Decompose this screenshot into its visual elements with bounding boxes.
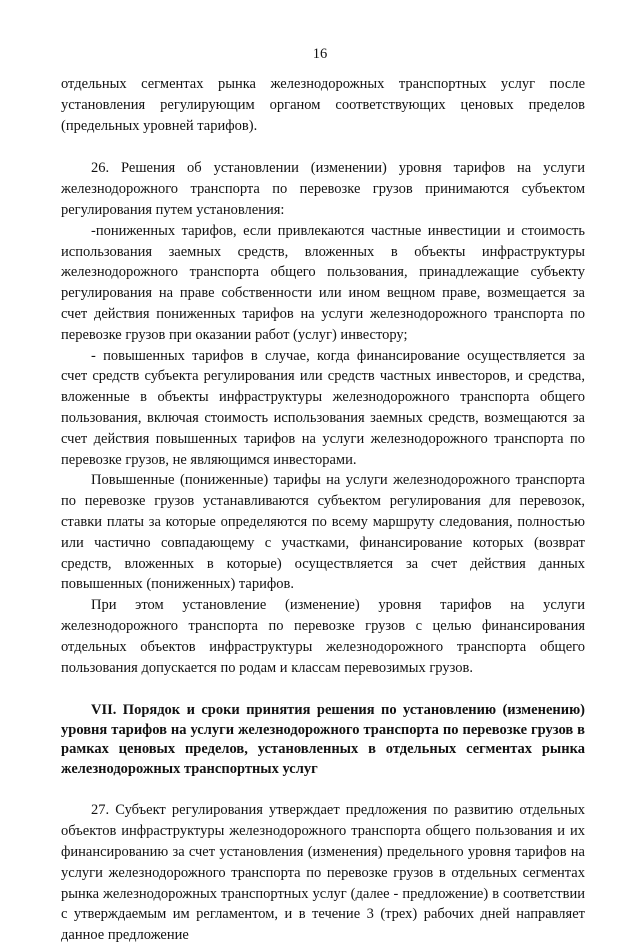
page-number: 16 — [312, 46, 328, 62]
section-heading-vii: VII. Порядок и сроки принятия решения по установлению (изменению) уровня тарифов на услуги железнодорожного транспорта по перевозке грузов в рамках ценовых пределов, установленных в отдельных сегментах рынка железнодорожных транспортных услуг — [61, 702, 585, 777]
paragraph-reduced-tariffs: -пониженных тарифов, если привлекаются частные инвестиции и стоимость использования заемных средств, вложенных в объекты инфраструктуры железнодорожного транспорта общего пользования, принадлежащие субъекту регулирования на праве собственности или ином вещном праве, возмещается за счет действия пониженных тарифов на услуги железнодорожного транспорта по перевозке грузов при оказании работ (услуг) инвестору; — [61, 222, 585, 343]
paragraph-item-27: 27. Субъект регулирования утверждает предложения по развитию отдельных объектов инфраструктуры железнодорожного транспорта общего пользования и их финансированию за счет установления (изменения) предельного уровня тарифов на услуги железнодорожного транспорта по перевозке грузов в отдельных сегментах рынка железнодорожных транспортных услуг (далее - предложение) в соответствии с утверждаемым им регламентом, и в течение 3 (трех) рабочих дней направляет данное предложение — [61, 802, 585, 944]
document-body — [61, 74, 585, 946]
paragraph-cargo-classes: При этом установление (изменение) уровня тарифов на услуги железнодорожного транспорта по перевозке грузов с целью финансирования отдельных объектов инфраструктуры железнодорожного транспорта общего пользования допускается по родам и классам перевозимых грузов. — [61, 597, 585, 676]
paragraph-increased-tariffs: - повышенных тарифов в случае, когда финансирование осуществляется за счет средств субъекта регулирования или средств частных инвесторов, и средства, вложенные в объекты инфраструктуры железнодорожного транспорта общего пользования, включая стоимость использования заемных средств, возмещаются за счет действия повышенных тарифов на услуги железнодорожного транспорта по перевозке грузов, не являющимся инвесторами. — [61, 347, 585, 468]
paragraph-item-26: 26. Решения об установлении (изменении) уровня тарифов на услуги железнодорожного транспорта по перевозке грузов принимаются субъектом регулирования путем установления: — [61, 160, 585, 218]
paragraph-tariff-application: Повышенные (пониженные) тарифы на услуги железнодорожного транспорта по перевозке грузов устанавливаются субъектом регулирования для перевозок, ставки платы за которые определяются по всему маршруту следования, полностью или частично совпадающему с участками, финансирование которых (возврат средств, вложенных в которые) осуществляется за счет действия данных повышенных (пониженных) тарифов. — [61, 472, 585, 593]
paragraph-continuation: отдельных сегментах рынка железнодорожных транспортных услуг после установления регулирующим органом соответствующих ценовых пределов (предельных уровней тарифов). — [61, 76, 585, 134]
